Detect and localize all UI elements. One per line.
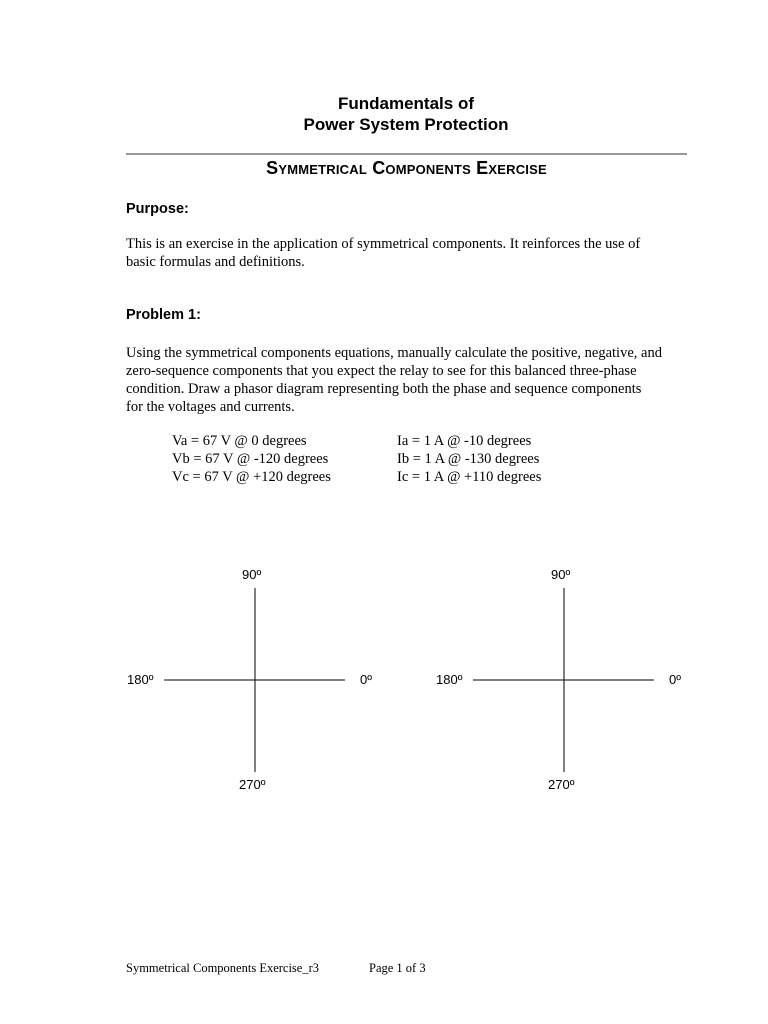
voltage-va: Va = 67 V @ 0 degrees: [172, 433, 307, 449]
exercise-title: Symmetrical Components Exercise: [266, 158, 547, 178]
diagram2-label-0: 0º: [669, 672, 681, 687]
current-ib: Ib = 1 A @ -130 degrees: [397, 451, 540, 467]
voltage-vb: Vb = 67 V @ -120 degrees: [172, 451, 329, 467]
footer-page-number: Page 1 of 3: [369, 961, 426, 975]
diagram2-label-90: 90º: [551, 567, 571, 582]
diagram1-label-270: 270º: [239, 777, 266, 792]
footer-document-name: Symmetrical Components Exercise_r3: [126, 961, 320, 975]
current-ic: Ic = 1 A @ +110 degrees: [397, 469, 542, 485]
diagram1-label-0: 0º: [360, 672, 372, 687]
problem1-line: zero-sequence components that you expect the relay to see for this balanced three-phase: [126, 363, 637, 379]
current-ia: Ia = 1 A @ -10 degrees: [397, 433, 532, 449]
problem1-line: condition. Draw a phasor diagram representing both the phase and sequence components: [126, 381, 642, 397]
problem1-heading: Problem 1:: [126, 307, 201, 323]
problem1-line: for the voltages and currents.: [126, 399, 295, 415]
diagram1-label-90: 90º: [242, 567, 262, 582]
document-title-line2: Power System Protection: [303, 115, 509, 134]
document-title-line1: Fundamentals of: [337, 94, 474, 113]
diagram2-label-270: 270º: [548, 777, 575, 792]
voltage-vc: Vc = 67 V @ +120 degrees: [172, 469, 331, 485]
purpose-heading: Purpose:: [126, 201, 189, 217]
purpose-line: This is an exercise in the application of symmetrical components. It reinforces the use of: [126, 236, 641, 252]
diagram1-label-180: 180º: [127, 672, 154, 687]
diagram2-label-180: 180º: [436, 672, 463, 687]
problem1-line: Using the symmetrical components equations, manually calculate the positive, negative, and: [126, 345, 662, 361]
purpose-line: basic formulas and definitions.: [126, 254, 305, 270]
